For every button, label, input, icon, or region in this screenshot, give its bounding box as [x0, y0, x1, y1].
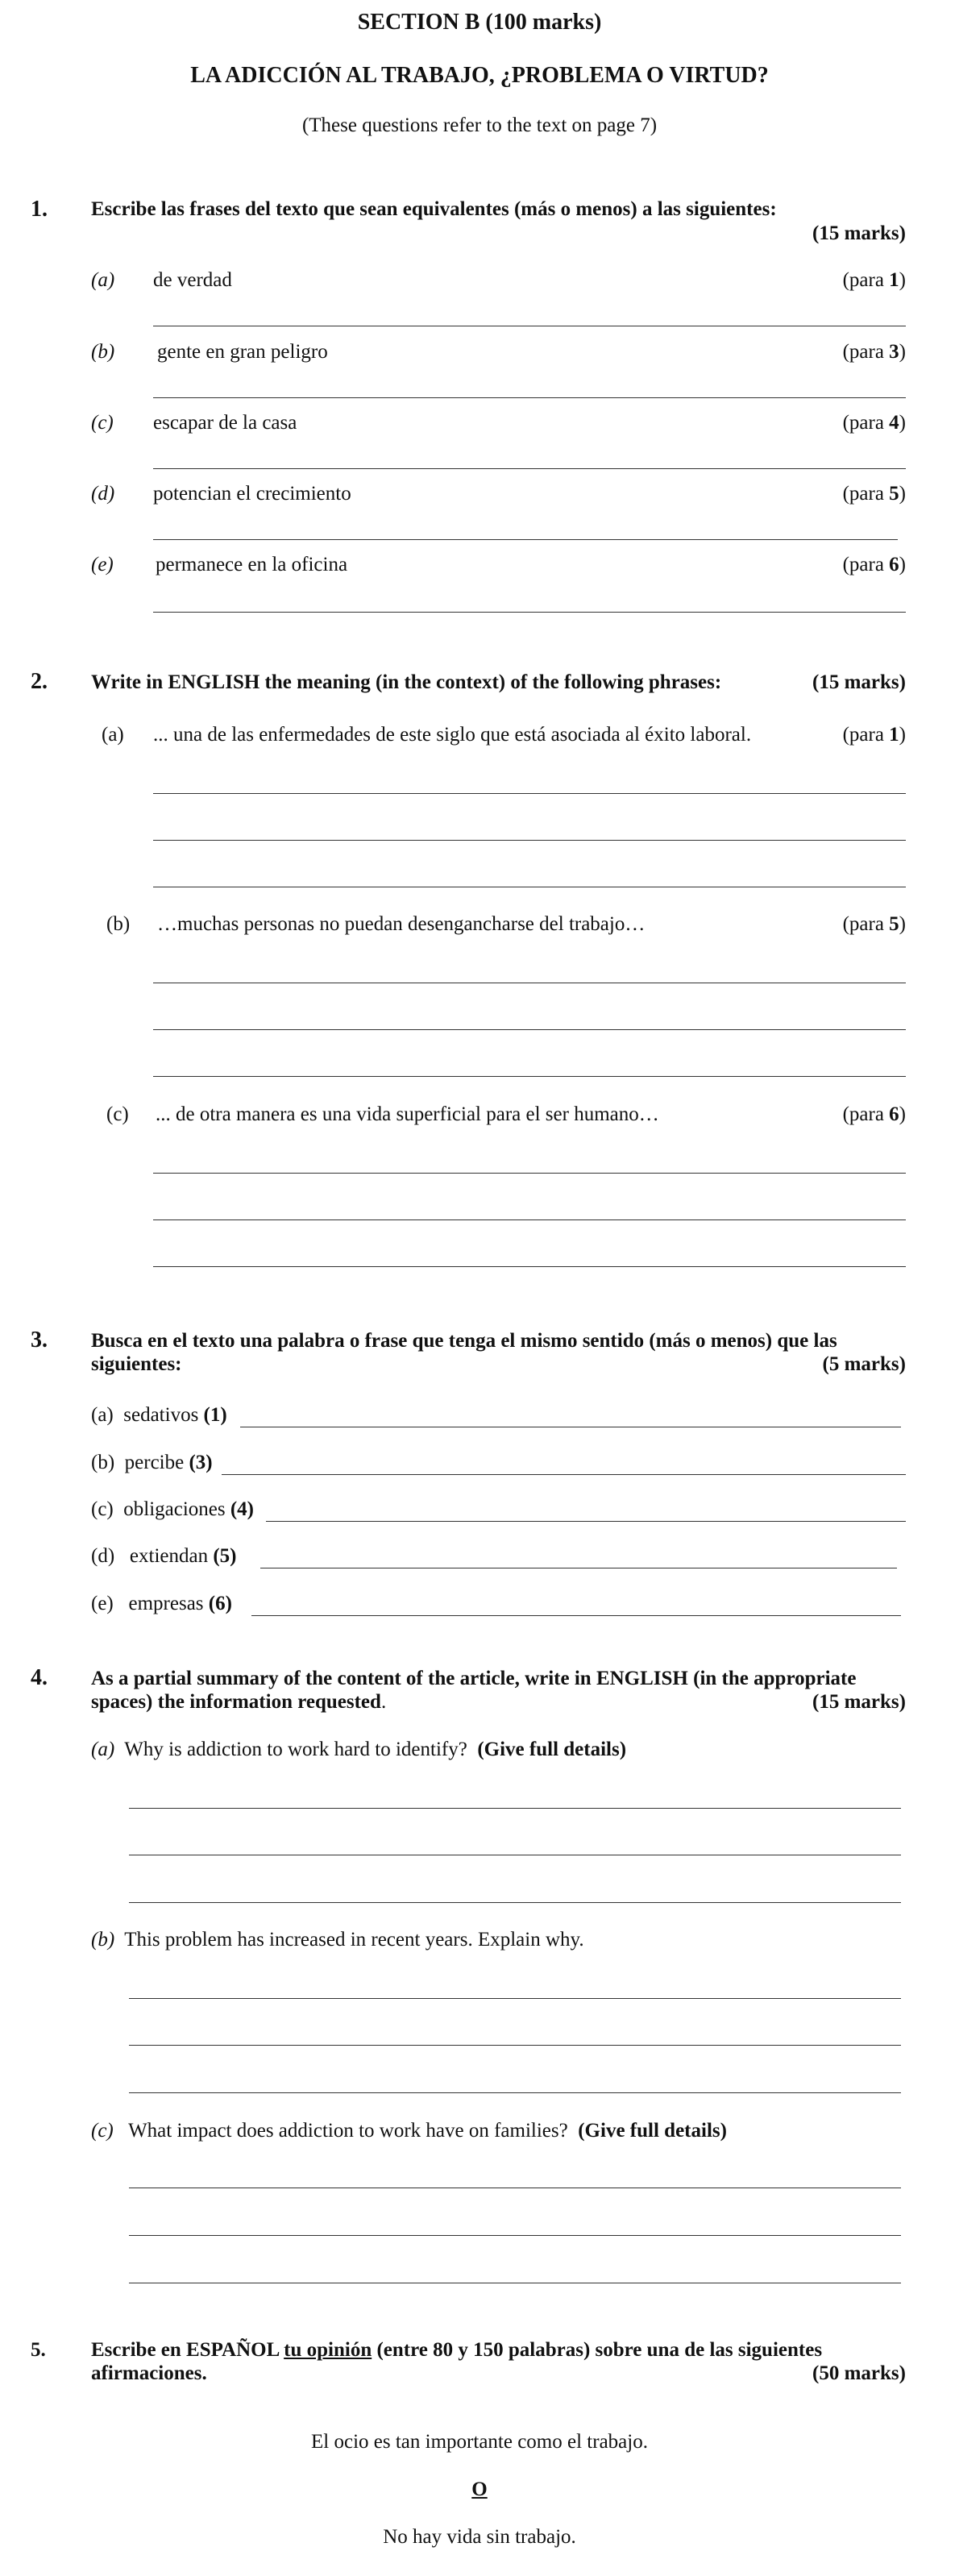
- item-phrase: permanece en la oficina: [156, 554, 348, 575]
- item-label: (a): [91, 269, 115, 291]
- answer-line[interactable]: [129, 1808, 901, 1809]
- question-marks: (15 marks): [812, 222, 906, 244]
- para-ref: (para 3): [842, 341, 906, 363]
- question-number: 2.: [31, 669, 48, 694]
- answer-line[interactable]: [153, 793, 906, 794]
- answer-line[interactable]: [129, 2235, 901, 2236]
- answer-line[interactable]: [153, 840, 906, 841]
- item-row: (b) This problem has increased in recent years. Explain why.: [91, 1929, 584, 1951]
- answer-line[interactable]: [153, 1266, 906, 1267]
- question-text: As a partial summary of the content of the article, write in ENGLISH (in the appropriate: [91, 1668, 857, 1689]
- answer-line[interactable]: [129, 1998, 901, 1999]
- question-text: Busca en el texto una palabra o frase que tenga el mismo sentido (más o menos) que las: [91, 1330, 837, 1352]
- answer-line[interactable]: [222, 1474, 906, 1475]
- question-number: 1.: [31, 197, 48, 222]
- item-row: (a) Why is addiction to work hard to identify? (Give full details): [91, 1739, 627, 1760]
- item-label: (c): [106, 1103, 129, 1125]
- question-marks: (15 marks): [812, 671, 906, 693]
- answer-line[interactable]: [129, 2092, 901, 2093]
- question-text-cont: spaces) the information requested.: [91, 1691, 387, 1713]
- item-label: (e): [91, 554, 114, 575]
- item-phrase: escapar de la casa: [153, 412, 297, 434]
- answer-line[interactable]: [153, 539, 898, 540]
- question-text-cont: afirmaciones.: [91, 2362, 207, 2384]
- answer-line[interactable]: [266, 1521, 906, 1522]
- question-marks: (15 marks): [812, 1691, 906, 1713]
- answer-line[interactable]: [153, 1076, 906, 1077]
- item-row: (c) What impact does addiction to work have on families? (Give full details): [91, 2120, 727, 2142]
- item-row: (c) obligaciones (4): [91, 1498, 255, 1520]
- para-ref: (para 6): [842, 1103, 906, 1125]
- or-separator: O: [471, 2478, 488, 2500]
- para-ref: (para 5): [842, 483, 906, 505]
- question-marks: (5 marks): [822, 1353, 906, 1375]
- item-label: (d): [91, 483, 115, 505]
- item-phrase: de verdad: [153, 269, 232, 291]
- item-phrase: ... una de las enfermedades de este siglo que está asociada al éxito laboral.: [153, 724, 752, 746]
- answer-line[interactable]: [251, 1615, 901, 1616]
- para-ref: (para 6): [842, 554, 906, 575]
- item-phrase: …muchas personas no puedan desengancharse del trabajo…: [157, 913, 646, 935]
- item-phrase: gente en gran peligro: [157, 341, 328, 363]
- answer-line[interactable]: [153, 1173, 906, 1174]
- answer-line[interactable]: [153, 468, 906, 469]
- item-row: (b) percibe (3): [91, 1452, 213, 1473]
- section-heading: SECTION B (100 marks): [357, 10, 602, 35]
- item-row: (d) extiendan (5): [91, 1545, 237, 1567]
- page-note: (These questions refer to the text on page 7): [301, 114, 658, 136]
- item-label: (a): [102, 724, 124, 746]
- item-label: (b): [106, 913, 131, 935]
- question-number: 4.: [31, 1665, 48, 1690]
- question-text: Escribe en ESPAÑOL tu opinión (entre 80 y 150 palabras) sobre una de las siguientes: [91, 2339, 823, 2361]
- para-ref: (para 4): [842, 412, 906, 434]
- para-ref: (para 1): [842, 269, 906, 291]
- statement-1: El ocio es tan importante como el trabajo.: [311, 2431, 648, 2453]
- item-label: (b): [91, 341, 115, 363]
- item-phrase: ... de otra manera es una vida superficial para el ser humano…: [156, 1103, 659, 1125]
- question-number: 3.: [31, 1327, 48, 1352]
- answer-line[interactable]: [153, 397, 906, 398]
- para-ref: (para 5): [842, 913, 906, 935]
- answer-line[interactable]: [129, 1902, 901, 1903]
- answer-line[interactable]: [153, 1219, 906, 1220]
- question-marks: (50 marks): [812, 2362, 906, 2384]
- question-text: Escribe las frases del texto que sean equivalentes (más o menos) a las siguientes:: [91, 198, 777, 220]
- answer-line[interactable]: [129, 2045, 901, 2046]
- answer-line[interactable]: [153, 612, 906, 613]
- question-text: Write in ENGLISH the meaning (in the context) of the following phrases:: [91, 671, 722, 693]
- answer-line[interactable]: [153, 1029, 906, 1030]
- item-label: (c): [91, 412, 114, 434]
- question-number: 5.: [31, 2339, 46, 2361]
- para-ref: (para 1): [842, 724, 906, 746]
- item-row: (a) sedativos (1): [91, 1404, 227, 1426]
- question-text-cont: siguientes:: [91, 1353, 182, 1375]
- item-row: (e) empresas (6): [91, 1593, 232, 1614]
- statement-2: No hay vida sin trabajo.: [383, 2526, 576, 2548]
- page-title: LA ADICCIÓN AL TRABAJO, ¿PROBLEMA O VIRTUD?: [190, 63, 769, 88]
- item-phrase: potencian el crecimiento: [153, 483, 351, 505]
